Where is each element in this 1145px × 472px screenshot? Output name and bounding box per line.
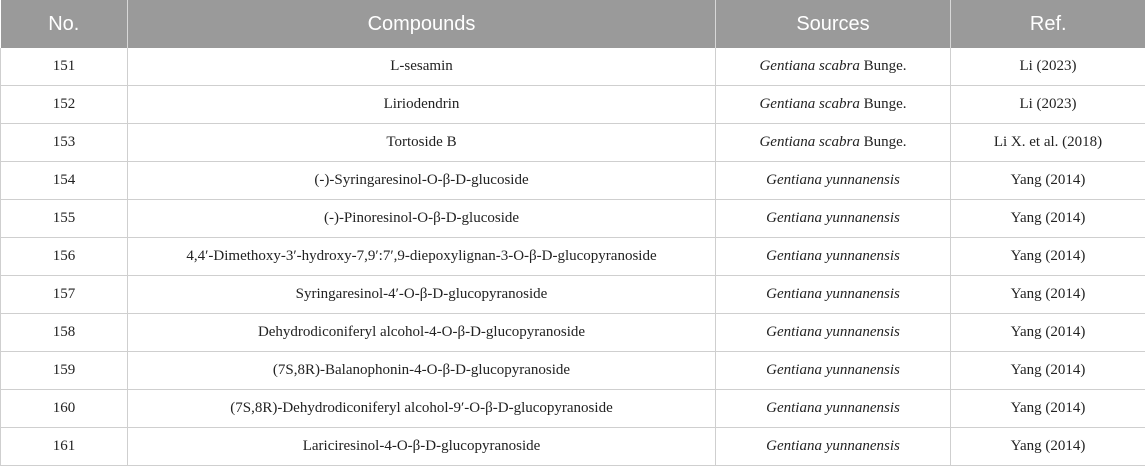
cell-ref: Yang (2014) <box>951 276 1145 314</box>
cell-compound: (-)-Syringaresinol-O-β-D-glucoside <box>128 162 716 200</box>
cell-ref: Yang (2014) <box>951 390 1145 428</box>
cell-no: 152 <box>1 86 128 124</box>
table-row <box>1 124 1145 162</box>
source-species: Gentiana scabra <box>759 134 860 150</box>
cell-ref: Li (2023) <box>951 48 1145 86</box>
table-row <box>1 162 1145 200</box>
cell-ref: Yang (2014) <box>951 162 1145 200</box>
source-species: Gentiana scabra <box>759 96 860 112</box>
cell-no: 156 <box>1 238 128 276</box>
cell-no: 154 <box>1 162 128 200</box>
table-row <box>1 390 1145 428</box>
cell-source <box>716 86 951 124</box>
table-row <box>1 276 1145 314</box>
cell-compound: Lariciresinol-4-O-β-D-glucopyranoside <box>128 428 716 466</box>
source-species: Gentiana yunnanensis <box>766 172 900 188</box>
cell-source <box>716 276 951 314</box>
cell-compound: (7S,8R)-Dehydrodiconiferyl alcohol-9′-O-β-D-glucopyranoside <box>128 390 716 428</box>
cell-compound: L-sesamin <box>128 48 716 86</box>
cell-no: 151 <box>1 48 128 86</box>
cell-source <box>716 428 951 466</box>
header-compounds: Compounds <box>128 0 716 48</box>
header-ref: Ref. <box>951 0 1145 48</box>
table-body <box>1 48 1145 466</box>
table-header <box>1 0 1145 48</box>
cell-source <box>716 200 951 238</box>
cell-ref: Yang (2014) <box>951 352 1145 390</box>
source-species: Gentiana yunnanensis <box>766 400 900 416</box>
source-species: Gentiana yunnanensis <box>766 324 900 340</box>
cell-no: 159 <box>1 352 128 390</box>
cell-source <box>716 238 951 276</box>
cell-compound: Liriodendrin <box>128 86 716 124</box>
header-no: No. <box>1 0 128 48</box>
table-row <box>1 200 1145 238</box>
cell-source <box>716 352 951 390</box>
source-species: Gentiana scabra <box>759 58 860 74</box>
cell-no: 161 <box>1 428 128 466</box>
cell-no: 155 <box>1 200 128 238</box>
cell-ref: Yang (2014) <box>951 200 1145 238</box>
table-row <box>1 48 1145 86</box>
cell-ref: Li (2023) <box>951 86 1145 124</box>
header-row <box>1 0 1145 48</box>
table-row <box>1 238 1145 276</box>
cell-source <box>716 162 951 200</box>
source-author: Bunge. <box>859 96 907 112</box>
table-row <box>1 314 1145 352</box>
cell-no: 160 <box>1 390 128 428</box>
cell-no: 153 <box>1 124 128 162</box>
table-row <box>1 86 1145 124</box>
source-author: Bunge. <box>859 58 907 74</box>
source-species: Gentiana yunnanensis <box>766 362 900 378</box>
table-row <box>1 428 1145 466</box>
source-species: Gentiana yunnanensis <box>766 438 900 454</box>
source-species: Gentiana yunnanensis <box>766 286 900 302</box>
cell-compound: Syringaresinol-4′-O-β-D-glucopyranoside <box>128 276 716 314</box>
cell-ref: Yang (2014) <box>951 428 1145 466</box>
cell-source <box>716 314 951 352</box>
source-author: Bunge. <box>859 134 907 150</box>
cell-source <box>716 48 951 86</box>
cell-compound: Tortoside B <box>128 124 716 162</box>
cell-ref: Yang (2014) <box>951 314 1145 352</box>
cell-compound: (7S,8R)-Balanophonin-4-O-β-D-glucopyranoside <box>128 352 716 390</box>
cell-source <box>716 390 951 428</box>
cell-no: 157 <box>1 276 128 314</box>
source-species: Gentiana yunnanensis <box>766 210 900 226</box>
cell-compound: Dehydrodiconiferyl alcohol-4-O-β-D-glucopyranoside <box>128 314 716 352</box>
cell-ref: Li X. et al. (2018) <box>951 124 1145 162</box>
cell-no: 158 <box>1 314 128 352</box>
cell-source <box>716 124 951 162</box>
source-species: Gentiana yunnanensis <box>766 248 900 264</box>
cell-ref: Yang (2014) <box>951 238 1145 276</box>
cell-compound: 4,4′-Dimethoxy-3′-hydroxy-7,9′:7′,9-diepoxylignan-3-O-β-D-glucopyranoside <box>128 238 716 276</box>
table-row <box>1 352 1145 390</box>
header-sources: Sources <box>716 0 951 48</box>
cell-compound: (-)-Pinoresinol-O-β-D-glucoside <box>128 200 716 238</box>
